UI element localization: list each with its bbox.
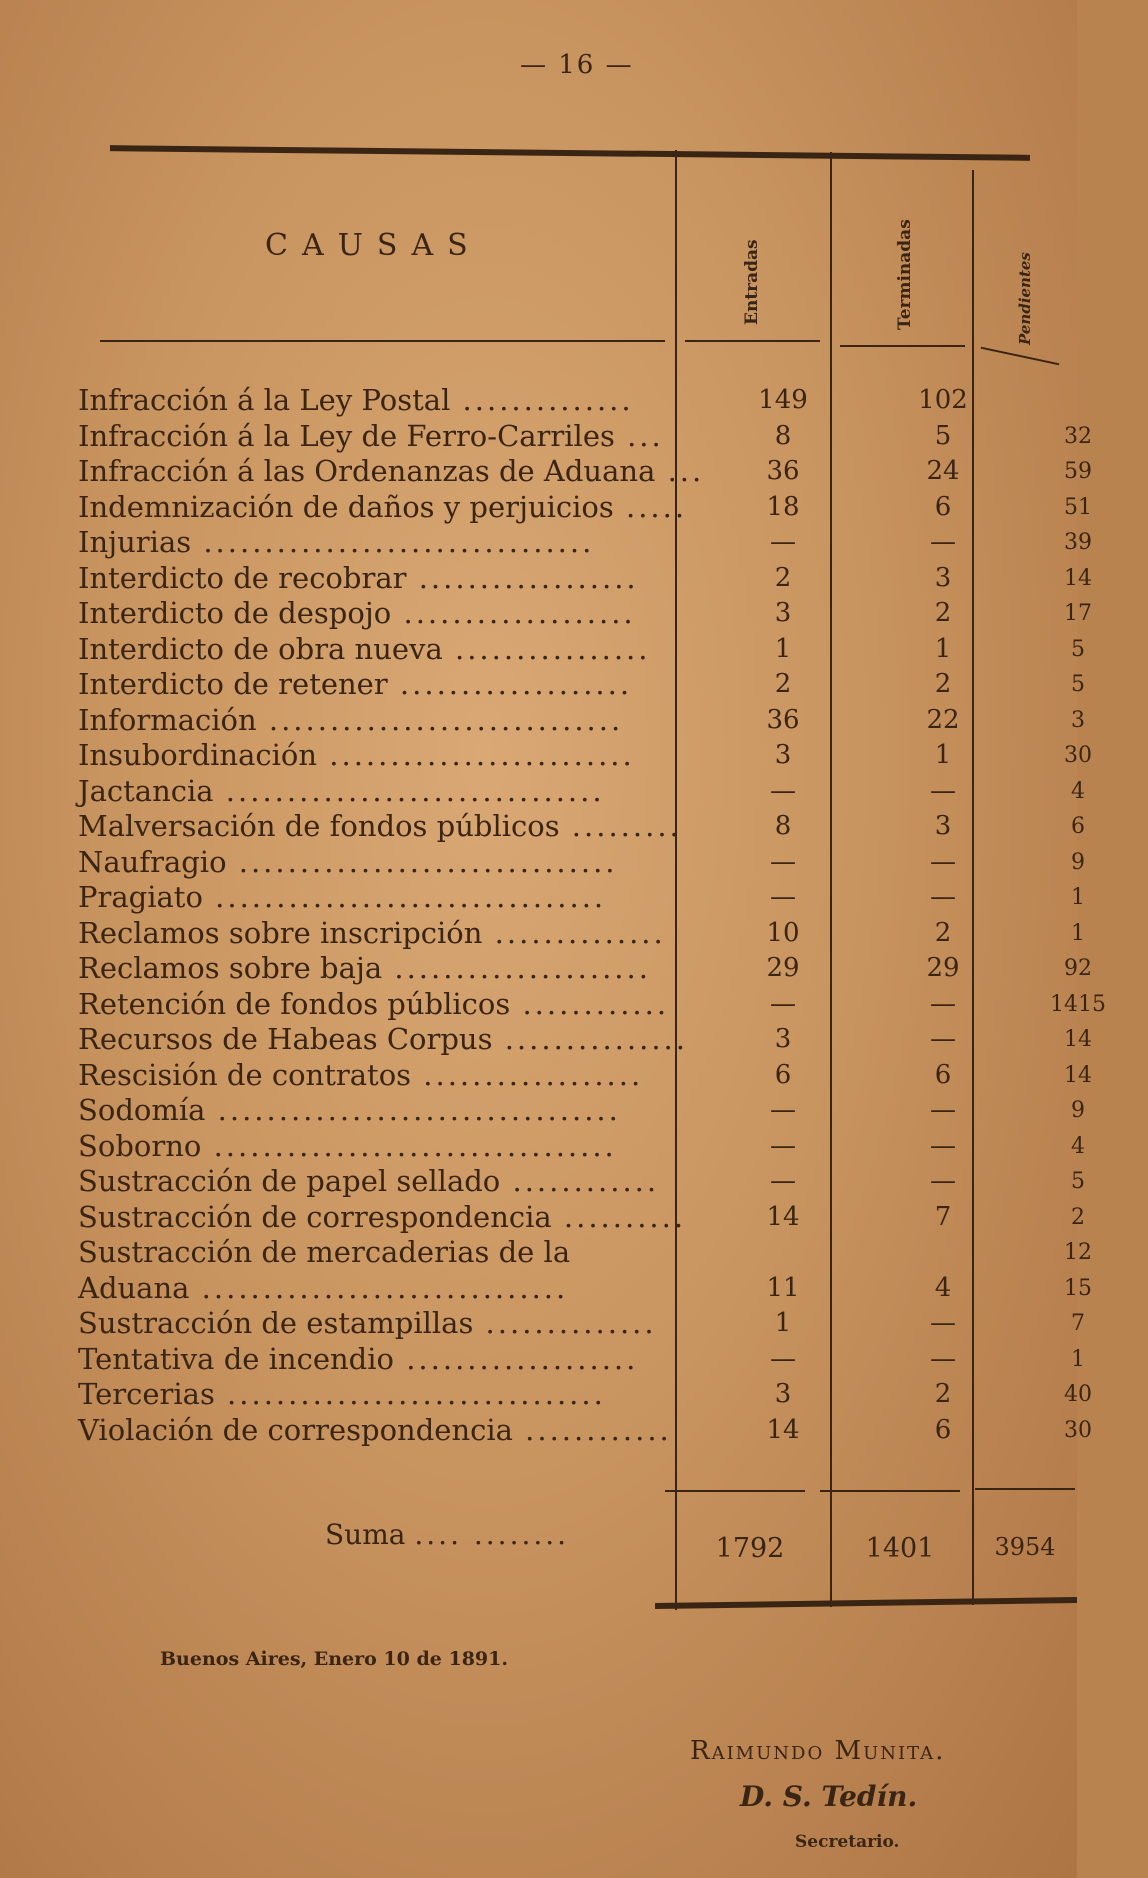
table-row xyxy=(78,773,1085,810)
signature-secretary: D. S. Tedín. xyxy=(740,1780,918,1813)
pendientes-value: 32 xyxy=(1064,423,1092,449)
terminadas-value: — xyxy=(930,988,956,1019)
terminadas-value: 6 xyxy=(934,1059,952,1090)
cause-name: Infracción á la Ley de Ferro-Carriles ... xyxy=(78,418,664,453)
entradas-value: 1 xyxy=(774,633,792,664)
cause-name: Naufragio ............................... xyxy=(78,844,618,879)
cause-name: Indemnización de daños y perjuicios ..... xyxy=(78,489,688,524)
terminadas-value: — xyxy=(930,527,956,557)
leader-dots: ................... xyxy=(387,667,633,701)
signature-title: Secretario. xyxy=(795,1832,900,1852)
terminadas-value: 2 xyxy=(934,1379,952,1409)
leader-dots: .......... xyxy=(551,1199,687,1234)
table-row xyxy=(78,1412,1092,1449)
table-row xyxy=(78,1270,1092,1307)
entradas-value: 8 xyxy=(774,420,792,451)
table-row xyxy=(78,844,1085,881)
table-row xyxy=(78,951,1092,987)
cause-name: Sustracción de correspondencia .......... xyxy=(78,1199,687,1234)
pendientes-value: 1415 xyxy=(1050,991,1106,1017)
pendientes-value: 5 xyxy=(1071,636,1085,662)
pendientes-value: 5 xyxy=(1071,672,1085,697)
table-row xyxy=(78,418,1092,455)
terminadas-value: 1 xyxy=(934,633,952,664)
leader-dots: ................................ xyxy=(202,880,607,914)
pendientes-value: 2 xyxy=(1071,1204,1085,1230)
entradas-value: 3 xyxy=(774,1379,792,1409)
entradas-value: — xyxy=(770,882,796,912)
table-row xyxy=(78,1306,1085,1342)
table-row xyxy=(78,1199,1085,1236)
entradas-value: 29 xyxy=(766,953,800,983)
terminadas-value: — xyxy=(930,1095,956,1125)
leader-dots: ................................. xyxy=(205,1093,621,1127)
terminadas-value: — xyxy=(930,1024,956,1054)
cause-name: Tentativa de incendio ................... xyxy=(78,1341,639,1376)
terminadas-value: 2 xyxy=(934,669,952,699)
entradas-value: — xyxy=(770,1130,796,1161)
totals-rule xyxy=(975,1488,1075,1490)
table-row xyxy=(78,880,1085,916)
entradas-value: — xyxy=(770,1343,796,1374)
table-row xyxy=(78,1093,1085,1129)
pendientes-value: 4 xyxy=(1071,1133,1085,1159)
leader-dots: ..... xyxy=(613,489,688,524)
terminadas-value: — xyxy=(930,1308,956,1338)
cause-name: Información ............................. xyxy=(78,702,624,737)
table-row xyxy=(78,560,1092,597)
pendientes-value: 17 xyxy=(1064,601,1092,626)
pendientes-value: 30 xyxy=(1064,743,1092,768)
terminadas-value: — xyxy=(930,882,956,912)
column-header-pendientes: Pendientes xyxy=(1016,252,1034,345)
leader-dots: .................. xyxy=(406,560,639,595)
pendientes-value: 9 xyxy=(1071,849,1085,875)
entradas-value: 149 xyxy=(758,385,808,415)
leader-dots: ......................... xyxy=(317,738,635,772)
leader-dots: ............................. xyxy=(256,702,624,737)
cause-name: Interdicto de obra nueva ................ xyxy=(78,631,651,666)
pendientes-value: 4 xyxy=(1071,778,1085,804)
terminadas-value: — xyxy=(930,1343,956,1374)
causas-heading: CAUSAS xyxy=(265,228,482,263)
leader-dots: .............. xyxy=(450,383,634,417)
cause-name: Rescisión de contratos .................. xyxy=(78,1057,644,1092)
pendientes-value: 30 xyxy=(1064,1417,1092,1443)
pendientes-value: 51 xyxy=(1064,494,1092,520)
header-rule xyxy=(685,340,820,342)
leader-dots: ......... xyxy=(559,809,682,843)
terminadas-value: 29 xyxy=(926,953,960,983)
cause-name: Sodomía ................................. xyxy=(78,1093,621,1127)
table-row xyxy=(78,1235,1092,1271)
pendientes-value: 92 xyxy=(1064,956,1092,981)
leader-dots: ................... xyxy=(391,596,636,630)
terminadas-value: 22 xyxy=(926,704,960,735)
cause-name: Interdicto de recobrar .................. xyxy=(78,560,639,595)
cause-name: Sustracción de papel sellado ............ xyxy=(78,1164,660,1198)
pendientes-value: 9 xyxy=(1071,1098,1085,1123)
cause-name: Sustracción de mercaderias de la xyxy=(78,1235,571,1269)
terminadas-value: 3 xyxy=(934,811,952,841)
table-row xyxy=(78,1164,1085,1200)
cause-name: Pragiato ................................ xyxy=(78,880,607,914)
table-bottom-rule xyxy=(655,1597,1077,1609)
leader-dots: ... xyxy=(614,418,664,453)
totals-rule xyxy=(820,1490,960,1492)
terminadas-value: — xyxy=(930,846,956,877)
cause-name: Soborno ................................. xyxy=(78,1128,617,1163)
terminadas-value: 102 xyxy=(918,385,968,415)
pendientes-value: 15 xyxy=(1064,1275,1092,1301)
entradas-value: 3 xyxy=(774,1024,792,1054)
pendientes-value: 14 xyxy=(1064,565,1092,591)
entradas-value: 3 xyxy=(774,740,792,770)
pendientes-value: 1 xyxy=(1071,885,1085,910)
table-row xyxy=(78,525,1092,561)
entradas-value: 14 xyxy=(766,1201,800,1232)
total-pendientes: 3954 xyxy=(994,1533,1056,1561)
table-row xyxy=(78,1057,1092,1094)
leader-dots: ................................. xyxy=(201,1128,617,1163)
table-row xyxy=(78,738,1092,774)
signature-name: Raimundo Munita. xyxy=(690,1736,946,1766)
cause-name: Insubordinación ......................... xyxy=(78,738,635,772)
table-row xyxy=(78,383,1078,419)
leader-dots: ............... xyxy=(492,1022,688,1056)
leader-dots: .................. xyxy=(411,1057,644,1092)
terminadas-value: 7 xyxy=(934,1201,952,1232)
entradas-value: 36 xyxy=(766,456,800,486)
terminadas-value: 4 xyxy=(934,1272,952,1303)
leader-dots: ............ xyxy=(512,1412,672,1447)
date-line: Buenos Aires, Enero 10 de 1891. xyxy=(160,1648,508,1670)
entradas-value: 14 xyxy=(766,1414,800,1445)
pendientes-value: 7 xyxy=(1071,1311,1085,1336)
cause-name: Malversación de fondos públicos ......... xyxy=(78,809,682,843)
cause-name: Aduana .............................. xyxy=(78,1270,569,1305)
leader-dots: ... xyxy=(655,454,705,488)
table-row xyxy=(78,986,1106,1023)
table-row xyxy=(78,915,1085,952)
leader-dots: ..................... xyxy=(382,951,651,985)
table-row xyxy=(78,489,1092,526)
leader-dots: ................ xyxy=(442,631,651,666)
cause-name: Retención de fondos públicos ............ xyxy=(78,986,670,1021)
pendientes-value: 59 xyxy=(1064,459,1092,484)
terminadas-value: 2 xyxy=(934,917,952,948)
cause-name: Infracción á la Ley Postal .............. xyxy=(78,383,634,417)
leader-dots: .............. xyxy=(473,1306,657,1340)
terminadas-value: 6 xyxy=(934,1414,952,1445)
leader-dots: .............. xyxy=(482,915,666,950)
cause-name: Violación de correspondencia ............ xyxy=(78,1412,672,1447)
cause-name: Infracción á las Ordenanzas de Aduana ... xyxy=(78,454,705,488)
terminadas-value: 2 xyxy=(934,598,952,628)
page-number: — 16 — xyxy=(520,50,634,80)
table-row xyxy=(78,454,1092,490)
total-terminadas: 1401 xyxy=(865,1533,935,1564)
totals-rule xyxy=(665,1490,805,1492)
table-row xyxy=(78,1377,1092,1413)
leader-dots: ............................... xyxy=(214,1377,606,1411)
pendientes-value: 40 xyxy=(1064,1382,1092,1407)
pendientes-value: 1 xyxy=(1071,1346,1085,1372)
cause-name: Jactancia ............................... xyxy=(78,773,605,808)
terminadas-value: 1 xyxy=(934,740,952,770)
pendientes-value: 12 xyxy=(1064,1240,1092,1265)
entradas-value: 10 xyxy=(766,917,800,948)
entradas-value: 18 xyxy=(766,491,800,522)
entradas-value: 11 xyxy=(766,1272,800,1303)
cause-name: Injurias ................................ xyxy=(78,525,595,559)
entradas-value: — xyxy=(770,1166,796,1196)
terminadas-value: — xyxy=(930,775,956,806)
leader-dots: ............................... xyxy=(226,844,618,879)
entradas-value: — xyxy=(770,527,796,557)
totals-label: Suma .... ........ xyxy=(325,1518,570,1551)
terminadas-value: 6 xyxy=(934,491,952,522)
leader-dots: ............ xyxy=(500,1164,660,1198)
leader-dots: ................................ xyxy=(191,525,595,559)
pendientes-value: 6 xyxy=(1071,814,1085,839)
cause-name: Sustracción de estampillas .............. xyxy=(78,1306,657,1340)
table-row xyxy=(78,702,1085,739)
pendientes-value: 14 xyxy=(1064,1027,1092,1052)
pendientes-value: 39 xyxy=(1064,530,1092,555)
pendientes-value: 5 xyxy=(1071,1169,1085,1194)
table-row xyxy=(78,631,1085,668)
entradas-value: 36 xyxy=(766,704,800,735)
cause-name: Reclamos sobre inscripción .............. xyxy=(78,915,666,950)
column-header-terminadas: Terminadas xyxy=(895,219,915,330)
table-body xyxy=(78,383,1106,1448)
leader-dots: ............ xyxy=(510,986,670,1021)
entradas-value: 2 xyxy=(774,669,792,699)
table-top-rule xyxy=(110,145,1030,161)
terminadas-value: 3 xyxy=(934,562,952,593)
leader-dots: .............................. xyxy=(189,1270,569,1305)
leader-dots: ............................... xyxy=(213,773,605,808)
terminadas-value: — xyxy=(930,1130,956,1161)
entradas-value: — xyxy=(770,1095,796,1125)
terminadas-value: — xyxy=(930,1166,956,1196)
entradas-value: — xyxy=(770,846,796,877)
cause-name: Tercerias ............................... xyxy=(78,1377,606,1411)
cause-name: Recursos de Habeas Corpus ............... xyxy=(78,1022,688,1056)
table-row xyxy=(78,667,1085,703)
header-rule xyxy=(840,345,965,347)
header-rule xyxy=(981,347,1060,366)
total-entradas: 1792 xyxy=(715,1533,785,1564)
column-header-entradas: Entradas xyxy=(742,239,762,325)
table-row xyxy=(78,1022,1092,1058)
leader-dots: ................... xyxy=(393,1341,639,1376)
header-rule xyxy=(100,340,665,342)
terminadas-value: 5 xyxy=(934,420,952,451)
terminadas-value: 24 xyxy=(926,456,960,486)
pendientes-value: 1 xyxy=(1071,920,1085,946)
cause-name: Interdicto de retener ................... xyxy=(78,667,633,701)
table-row xyxy=(78,1128,1085,1165)
cause-name: Interdicto de despojo ................... xyxy=(78,596,636,630)
pendientes-value: 14 xyxy=(1064,1062,1092,1088)
table-row xyxy=(78,1341,1085,1378)
entradas-value: 2 xyxy=(774,562,792,593)
entradas-value: — xyxy=(770,988,796,1019)
entradas-value: — xyxy=(770,775,796,806)
entradas-value: 1 xyxy=(774,1308,792,1338)
pendientes-value: 3 xyxy=(1071,707,1085,733)
entradas-value: 8 xyxy=(774,811,792,841)
entradas-value: 3 xyxy=(774,598,792,628)
cause-name: Reclamos sobre baja ..................... xyxy=(78,951,651,985)
table-row xyxy=(78,596,1092,632)
entradas-value: 6 xyxy=(774,1059,792,1090)
table-row xyxy=(78,809,1085,845)
